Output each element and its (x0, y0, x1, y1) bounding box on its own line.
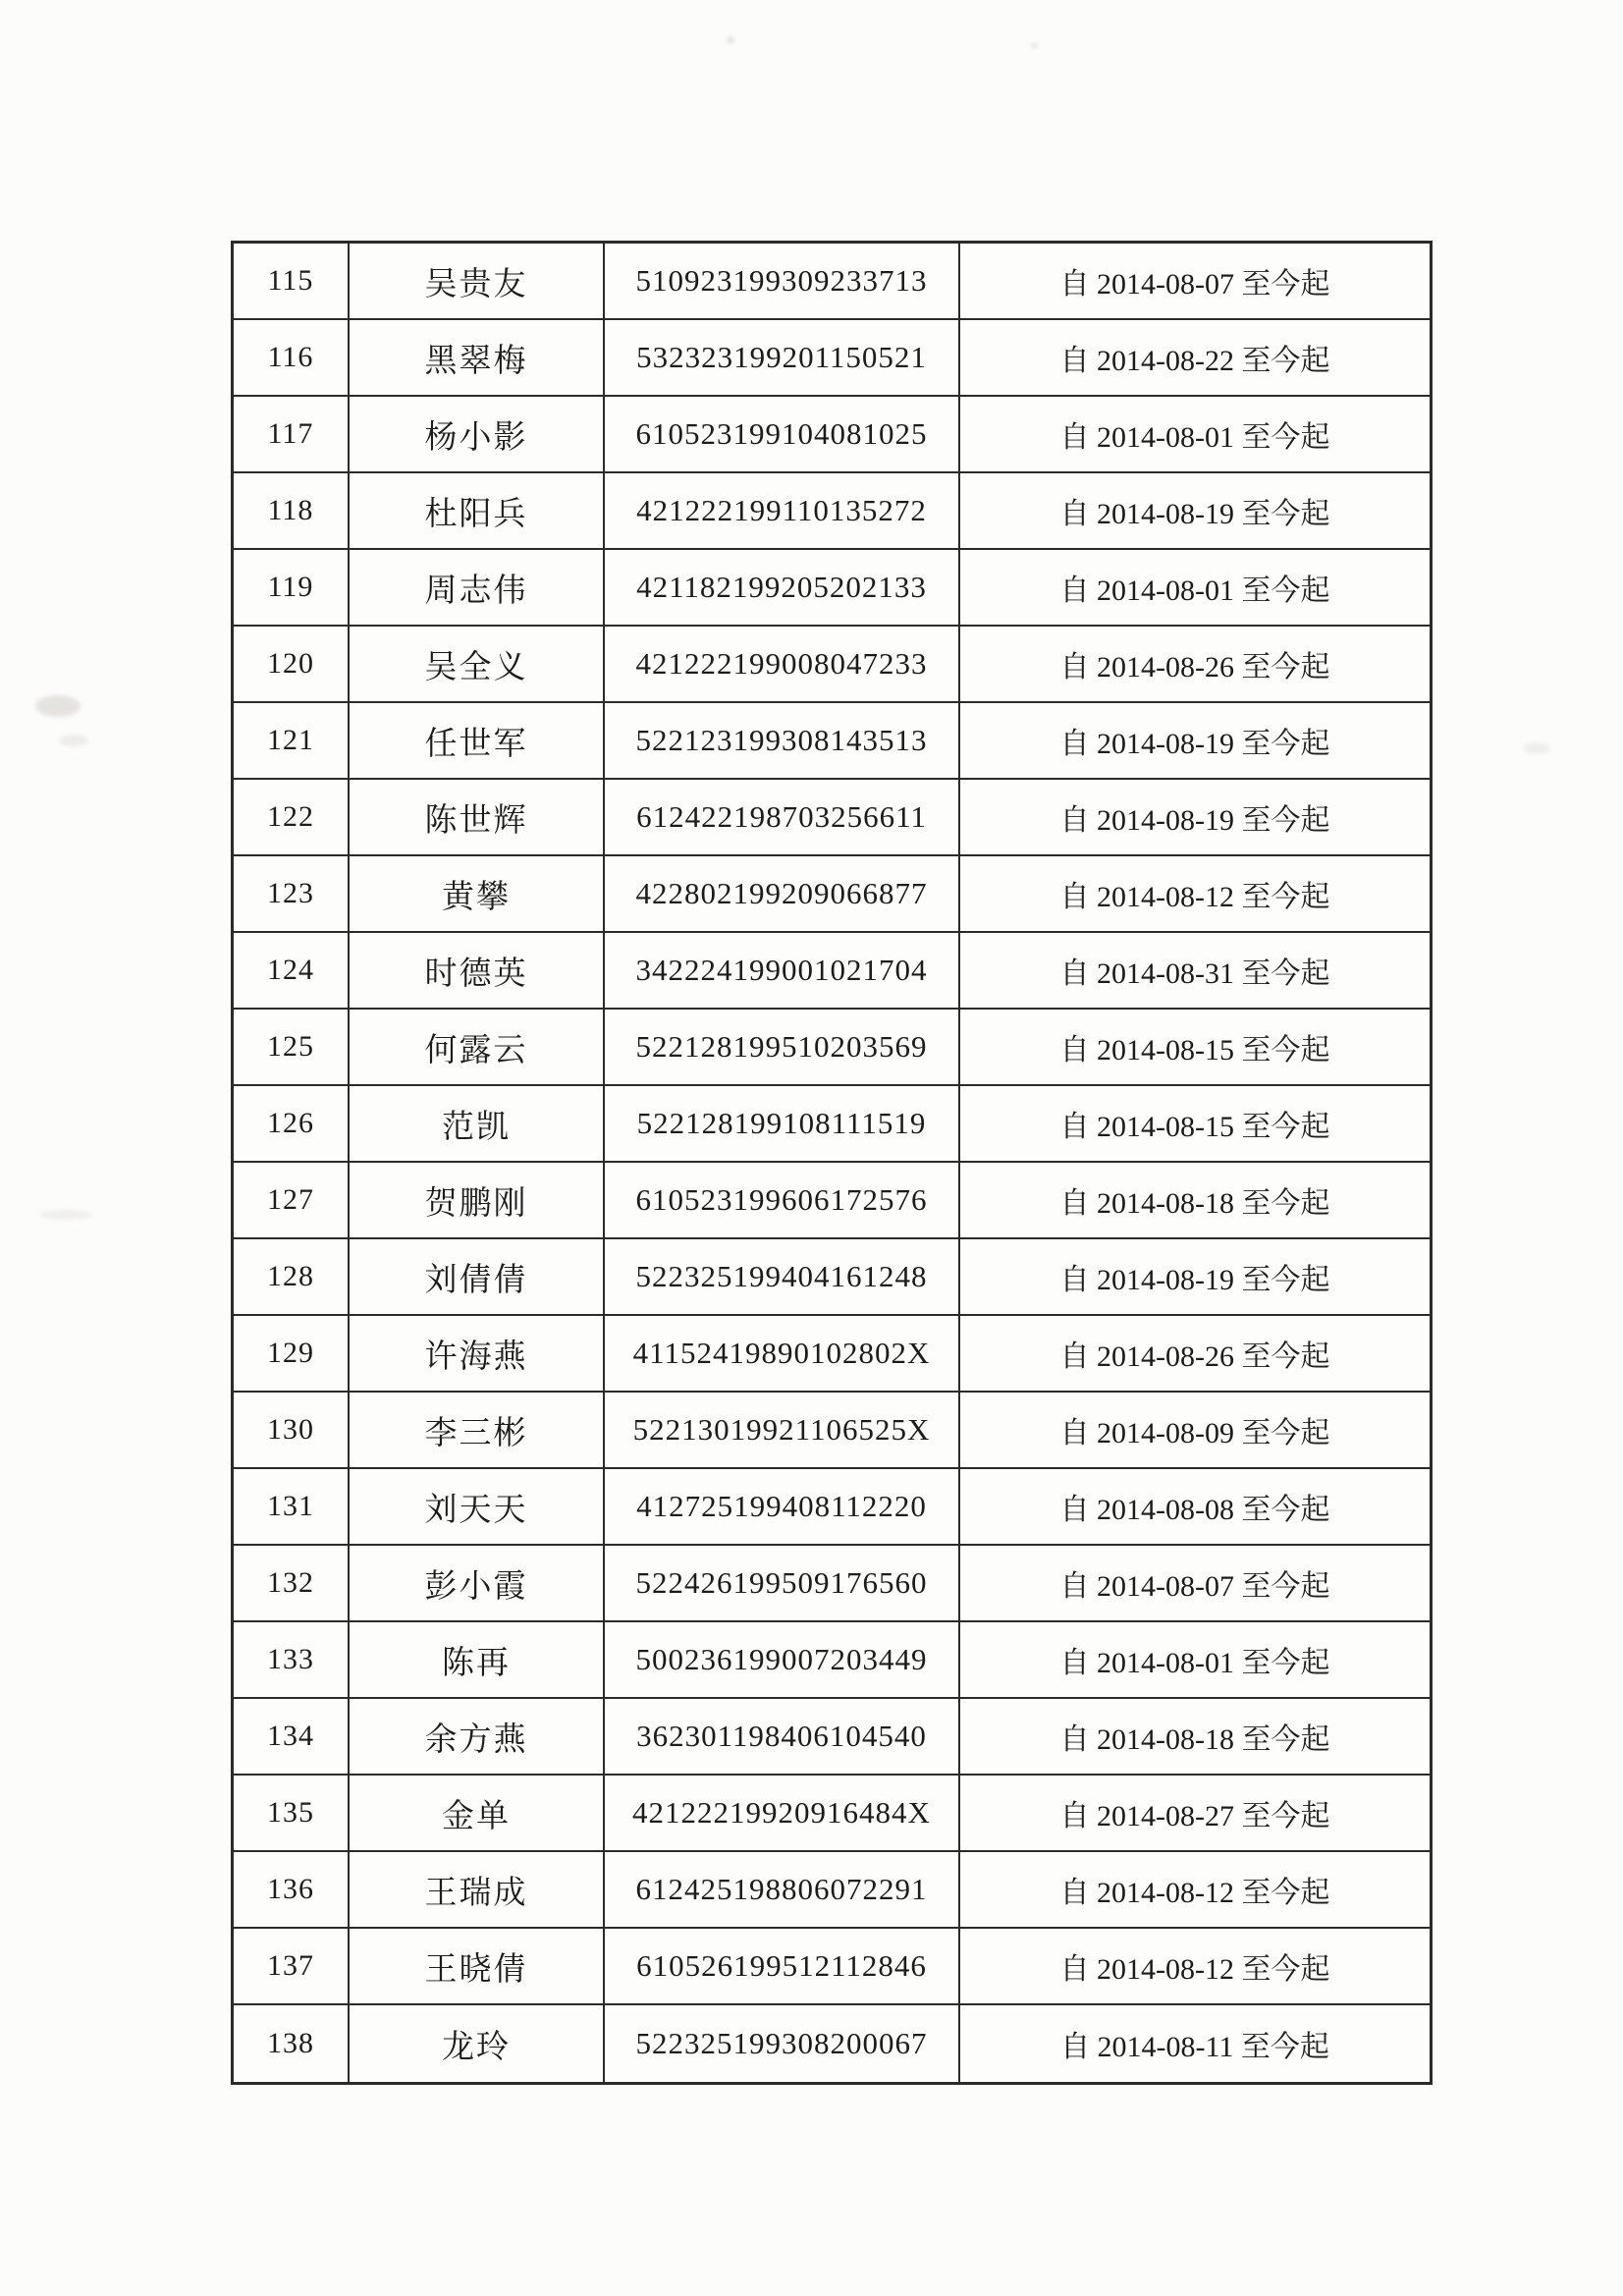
id-number-cell: 522128199108111519 (605, 1086, 960, 1163)
id-number-cell: 522128199510203569 (605, 1010, 960, 1086)
name-cell: 刘倩倩 (350, 1239, 605, 1316)
validity-period-cell: 自 2014-08-19 至今起 (960, 780, 1430, 856)
id-number-cell: 510923199309233713 (605, 244, 960, 320)
name-cell: 彭小霞 (350, 1546, 605, 1622)
validity-period-cell: 自 2014-08-18 至今起 (960, 1163, 1430, 1239)
name-cell: 许海燕 (350, 1316, 605, 1393)
row-number-cell: 125 (234, 1010, 350, 1086)
id-number-cell: 52213019921106525X (605, 1393, 960, 1469)
validity-period-cell: 自 2014-08-12 至今起 (960, 1929, 1430, 2005)
name-cell: 金单 (350, 1776, 605, 1852)
records-table (231, 241, 1433, 2085)
id-number-cell: 522426199509176560 (605, 1546, 960, 1622)
row-number-cell: 130 (234, 1393, 350, 1469)
name-cell: 贺鹏刚 (350, 1163, 605, 1239)
validity-period-cell: 自 2014-08-18 至今起 (960, 1699, 1430, 1776)
row-number-cell: 138 (234, 2005, 350, 2082)
row-number-cell: 124 (234, 933, 350, 1010)
name-cell: 余方燕 (350, 1699, 605, 1776)
validity-period-cell: 自 2014-08-22 至今起 (960, 320, 1430, 397)
validity-period-cell: 自 2014-08-07 至今起 (960, 244, 1430, 320)
validity-period-cell: 自 2014-08-19 至今起 (960, 1239, 1430, 1316)
scan-artifact (1524, 742, 1549, 754)
name-cell: 王瑞成 (350, 1852, 605, 1929)
row-number-cell: 123 (234, 856, 350, 933)
validity-period-cell: 自 2014-08-07 至今起 (960, 1546, 1430, 1622)
validity-period-cell: 自 2014-08-11 至今起 (1060, 2031, 1329, 2063)
validity-period-cell: 自 2014-08-15 至今起 (960, 1010, 1430, 1086)
validity-period-cell: 自 2014-08-12 至今起 (960, 1852, 1430, 1929)
id-number-cell: 342224199001021704 (605, 933, 960, 1010)
name-cell: 何露云 (350, 1010, 605, 1086)
name-cell: 周志伟 (350, 550, 605, 627)
validity-period-cell: 自 2014-08-01 至今起 (960, 550, 1430, 627)
id-number-cell: 421222199110135272 (605, 473, 960, 550)
validity-period-cell: 自 2014-08-31 至今起 (960, 933, 1430, 1010)
name-cell: 时德英 (350, 933, 605, 1010)
row-number-cell: 134 (234, 1699, 350, 1776)
row-number-cell: 122 (234, 780, 350, 856)
id-number-cell: 522325199404161248 (605, 1239, 960, 1316)
row-number-cell: 126 (234, 1086, 350, 1163)
name-cell: 龙玲 (350, 2005, 605, 2082)
id-number-cell: 522123199308143513 (605, 703, 960, 780)
validity-period-cell: 自 2014-08-27 至今起 (960, 1776, 1430, 1852)
row-number-cell: 131 (234, 1469, 350, 1546)
id-number-cell: 610526199512112846 (605, 1929, 960, 2005)
id-number-cell: 421222199008047233 (605, 627, 960, 703)
validity-period-cell: 自 2014-08-01 至今起 (960, 1622, 1430, 1699)
name-cell: 王晓倩 (350, 1929, 605, 2005)
row-number-cell: 128 (234, 1239, 350, 1316)
scan-artifact (1031, 43, 1038, 48)
row-number-cell: 127 (234, 1163, 350, 1239)
name-cell: 范凯 (350, 1086, 605, 1163)
validity-period-cell: 自 2014-08-15 至今起 (960, 1086, 1430, 1163)
validity-period-cell: 自 2014-08-12 至今起 (960, 856, 1430, 933)
row-number-cell: 135 (234, 1776, 350, 1852)
id-number-cell: 612425198806072291 (605, 1852, 960, 1929)
validity-period-cell: 自 2014-08-19 至今起 (960, 703, 1430, 780)
id-number-cell: 421182199205202133 (605, 550, 960, 627)
row-number-cell: 115 (234, 244, 350, 320)
name-cell: 陈世辉 (350, 780, 605, 856)
name-cell: 黄攀 (350, 856, 605, 933)
validity-period-cell: 自 2014-08-01 至今起 (960, 397, 1430, 473)
scan-artifact (727, 37, 734, 43)
row-number-cell: 117 (234, 397, 350, 473)
id-number-cell: 532323199201150521 (605, 320, 960, 397)
id-number-cell: 42122219920916484X (605, 1776, 960, 1852)
row-number-cell: 120 (234, 627, 350, 703)
id-number-cell: 41152419890102802X (605, 1316, 960, 1393)
id-number-cell: 612422198703256611 (605, 780, 960, 856)
row-number-cell: 133 (234, 1622, 350, 1699)
row-number-cell: 119 (234, 550, 350, 627)
validity-period-cell: 自 2014-08-26 至今起 (960, 627, 1430, 703)
id-number-cell: 522325199308200067 (605, 2005, 960, 2082)
name-cell: 杨小影 (350, 397, 605, 473)
scan-artifact (35, 695, 81, 717)
name-cell: 吴全义 (350, 627, 605, 703)
validity-period-cell: 自 2014-08-19 至今起 (960, 473, 1430, 550)
id-number-cell: 422802199209066877 (605, 856, 960, 933)
id-number-cell: 412725199408112220 (605, 1469, 960, 1546)
row-number-cell: 121 (234, 703, 350, 780)
name-cell: 黑翠梅 (350, 320, 605, 397)
row-number-cell: 118 (234, 473, 350, 550)
name-cell: 吴贵友 (350, 244, 605, 320)
validity-period-cell: 自 2014-08-26 至今起 (960, 1316, 1430, 1393)
name-cell: 陈再 (350, 1622, 605, 1699)
scan-artifact (39, 1210, 92, 1220)
id-number-cell: 610523199606172576 (605, 1163, 960, 1239)
id-number-cell: 500236199007203449 (605, 1622, 960, 1699)
name-cell: 任世军 (350, 703, 605, 780)
validity-period-cell: 自 2014-08-09 至今起 (960, 1393, 1430, 1469)
row-number-cell: 132 (234, 1546, 350, 1622)
name-cell: 李三彬 (350, 1393, 605, 1469)
id-number-cell: 362301198406104540 (605, 1699, 960, 1776)
id-number-cell: 610523199104081025 (605, 397, 960, 473)
row-number-cell: 129 (234, 1316, 350, 1393)
validity-period-cell: 自 2014-08-08 至今起 (960, 1469, 1430, 1546)
row-number-cell: 137 (234, 1929, 350, 2005)
scan-artifact (59, 735, 88, 746)
name-cell: 杜阳兵 (350, 473, 605, 550)
row-number-cell: 116 (234, 320, 350, 397)
row-number-cell: 136 (234, 1852, 350, 1929)
name-cell: 刘天天 (350, 1469, 605, 1546)
